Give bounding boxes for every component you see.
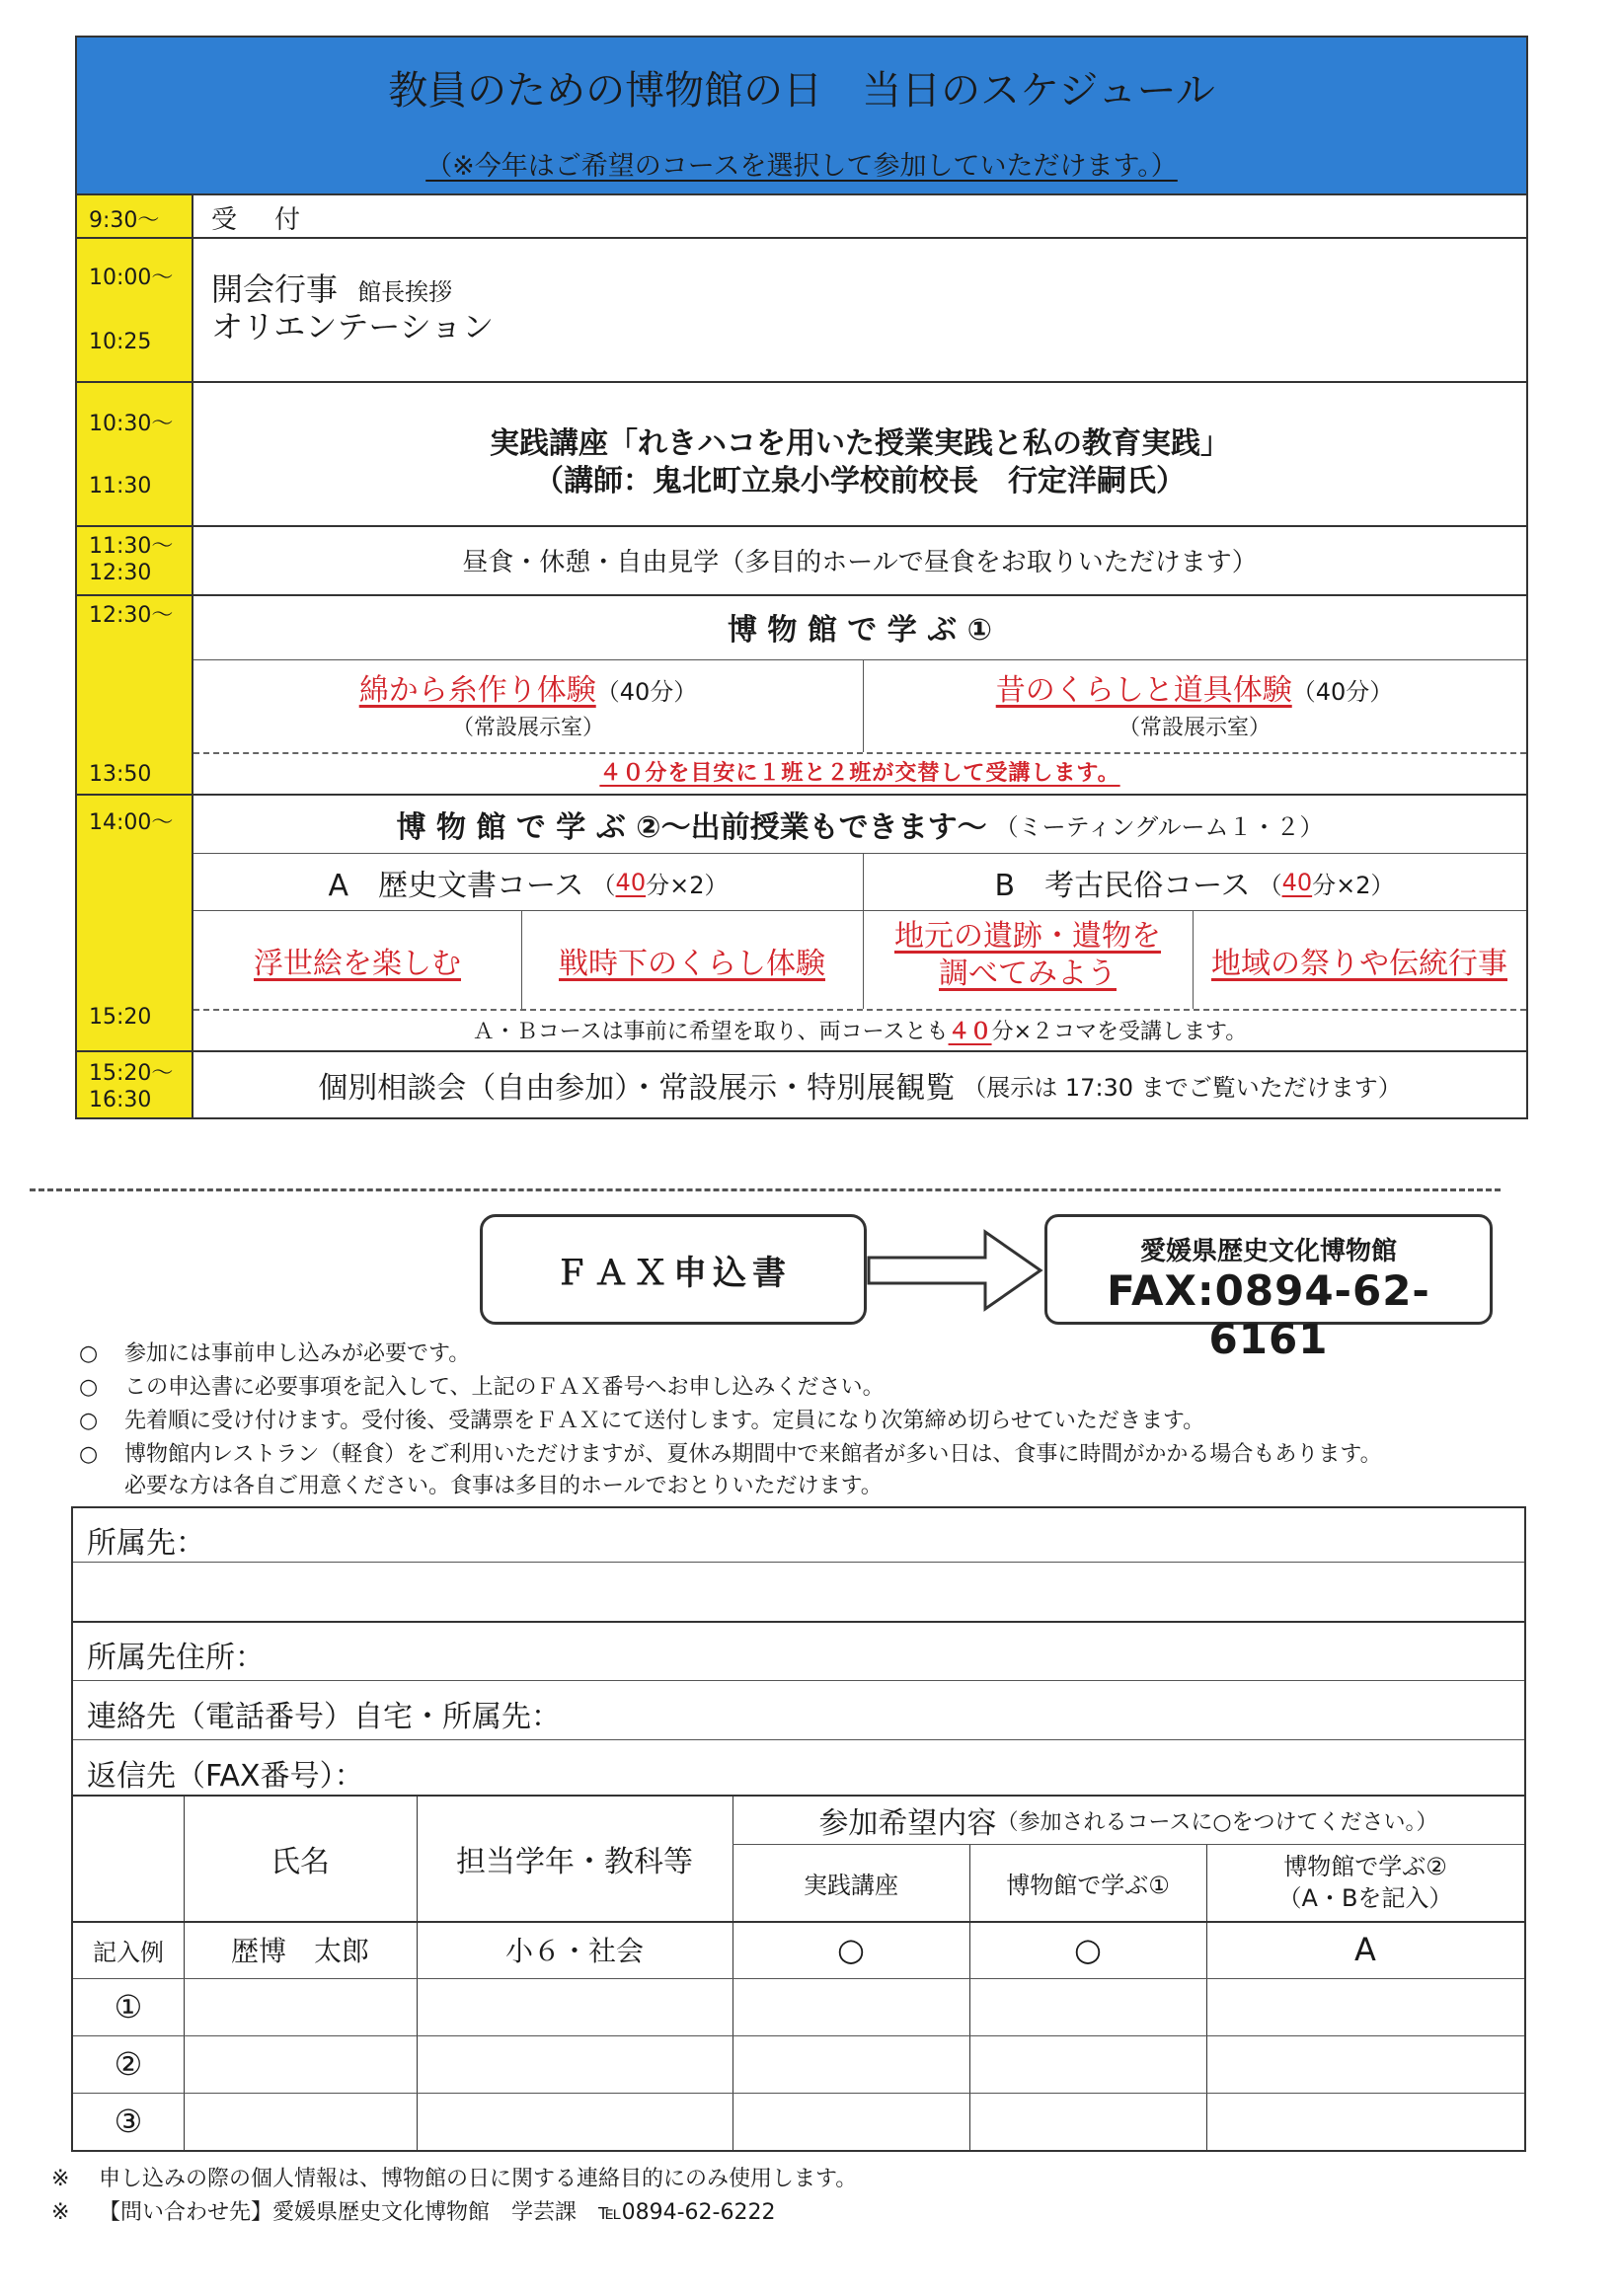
address-field[interactable]: 所属先住所： — [87, 1641, 265, 1675]
fax-form-title: ＦＡＸ申込書 — [555, 1253, 792, 1293]
note-mark: ○ — [79, 1409, 99, 1433]
application-form — [71, 1506, 1526, 1797]
schedule-header — [77, 38, 1526, 195]
course-a-minutes: 40 — [615, 869, 647, 896]
arrow-right-icon — [867, 1228, 1044, 1313]
learn2-heading-sub: （ミーティングルーム１・２） — [994, 812, 1324, 841]
footnote-mark: ※ — [51, 2200, 70, 2225]
learn1-right-room: （常設展示室） — [1118, 716, 1271, 740]
footnote-1-text: 申し込みの際の個人情報は、博物館の日に関する連絡目的にのみ使用します。 — [99, 2167, 858, 2191]
museum-fax-number: FAX:0894-62-6161 — [1107, 1266, 1430, 1363]
learn1-right-title: 昔のくらしと道具体験 — [995, 673, 1292, 708]
consult-sub-label: （展示は 17:30 までご覧いただけます） — [963, 1073, 1402, 1102]
learn1-left-title: 綿から糸作り体験 — [358, 673, 596, 708]
opening-sub-label: 館長挨拶 — [357, 278, 453, 306]
course-a-title: A 歴史文書コース — [328, 869, 584, 903]
time-opening-start: 10:00～ — [89, 266, 174, 290]
note-4 — [79, 1437, 1382, 1468]
course-a2-label: 戦時下のくらし体験 — [559, 947, 825, 981]
lecture-column-header: 実践講座 — [804, 1871, 898, 1899]
note-2-text: この申込書に必要事項を記入して、上記のＦＡＸ番号へお申し込みください。 — [124, 1375, 885, 1400]
note-mark: ○ — [79, 1341, 99, 1366]
course-a-multiplier: 分×2） — [646, 871, 729, 899]
footnote-mark: ※ — [51, 2167, 70, 2191]
note-mark: ○ — [79, 1442, 99, 1467]
fax-form-title-box — [480, 1214, 867, 1325]
time-learn2-end: 15:20 — [89, 1005, 152, 1030]
example-row-label: 記入例 — [93, 1938, 164, 1966]
learn2-note-pre: Ａ・Ｂコースは事前に希望を取り、両コースとも — [472, 1020, 949, 1044]
contact-phone-field[interactable]: 連絡先（電話番号）自宅・所属先： — [87, 1700, 561, 1734]
participant-table — [71, 1795, 1526, 2152]
learn2-note-post: 分×２コマを受講します。 — [991, 1020, 1248, 1044]
lecture-title: 実践講座「れきハコを用いた授業実践と私の教育実践」 — [490, 426, 1230, 461]
learn2-heading: 博 物 館 で 学 ぶ ②～出前授業もできます～ — [396, 810, 987, 845]
museum-name: 愛媛県歴史文化博物館 — [1139, 1237, 1397, 1266]
course-b-paren: （ — [1258, 871, 1282, 899]
time-learn1-end: 13:50 — [89, 762, 152, 787]
schedule-table — [75, 36, 1528, 1119]
note-mark: ○ — [79, 1375, 99, 1400]
time-opening-end: 10:25 — [89, 330, 152, 354]
learn1-column-header: 博物館で学ぶ① — [1006, 1871, 1170, 1899]
name-header: 氏名 — [270, 1845, 330, 1879]
row-2-label: ② — [114, 2045, 143, 2083]
course-b2-label: 地域の祭りや伝統行事 — [1211, 947, 1507, 981]
wish-sub-header: （参加されるコースに○をつけてください。） — [996, 1809, 1438, 1835]
time-consult-end: 16:30 — [89, 1088, 152, 1112]
time-lunch-start: 11:30～ — [89, 534, 174, 559]
time-lunch-end: 12:30 — [89, 561, 152, 585]
row-2-entry[interactable] — [184, 2035, 1524, 2093]
course-b-minutes: 40 — [1281, 869, 1313, 896]
cut-line — [30, 1188, 1501, 1191]
row-1-entry[interactable] — [184, 1978, 1524, 2035]
time-lecture-end: 11:30 — [89, 474, 152, 498]
museum-contact-box — [1044, 1214, 1493, 1363]
example-learn2-course: A — [1354, 1931, 1376, 1968]
learn1-left-duration: （40分） — [595, 678, 698, 706]
affiliation-field[interactable]: 所属先： — [87, 1526, 205, 1561]
note-4-text: 博物館内レストラン（軽食）をご利用いただけますが、夏休み期間中で来館者が多い日は、食事に時間がかかる場合もあります。 — [124, 1442, 1382, 1467]
grade-header: 担当学年・教科等 — [456, 1845, 693, 1879]
course-a1-label: 浮世絵を楽しむ — [254, 947, 461, 981]
example-learn1-mark: ○ — [1074, 1931, 1102, 1968]
consult-label: 個別相談会（自由参加）・常設展示・特別展観覧 — [318, 1071, 956, 1106]
time-lecture-start: 10:30～ — [89, 412, 174, 436]
learn1-left-room: （常設展示室） — [451, 716, 604, 740]
course-a-paren: （ — [591, 871, 616, 899]
example-grade: 小６・社会 — [504, 1935, 644, 1967]
reception-label: 受 付 — [211, 205, 307, 235]
note-1 — [79, 1337, 470, 1367]
note-3 — [79, 1404, 1204, 1434]
learn2-column-subheader: （A・Bを記入） — [1277, 1884, 1453, 1912]
row-3-entry[interactable] — [184, 2093, 1524, 2150]
course-b-multiplier: 分×2） — [1312, 871, 1395, 899]
wish-header: 参加希望内容 — [818, 1806, 997, 1841]
example-name: 歴博 太郎 — [230, 1935, 369, 1967]
schedule-subtitle: （※今年はご希望のコースを選択して参加していただけます。） — [425, 151, 1178, 182]
example-lecture-mark: ○ — [837, 1931, 865, 1968]
learn1-heading: 博 物 館 で 学 ぶ ① — [727, 613, 993, 648]
note-4-cont: 必要な方は各自ご用意ください。食事は多目的ホールでおとりいただけます。 — [124, 1474, 883, 1498]
learn1-right-duration: （40分） — [1291, 678, 1394, 706]
learn2-note-minutes: ４０ — [948, 1020, 992, 1044]
orientation-label: オリエンテーション — [211, 308, 495, 345]
row-1-label: ① — [114, 1988, 143, 2026]
lecture-lecturer: （講師：鬼北町立泉小学校前校長 行定洋嗣氏） — [534, 464, 1186, 498]
note-3-text: 先着順に受け付けます。受付後、受講票をＦＡＸにて送付します。定員になり次第締め切らせていただきます。 — [124, 1409, 1205, 1433]
reply-fax-field[interactable]: 返信先（FAX番号）： — [87, 1759, 364, 1794]
course-b1-label-line1: 地元の遺跡・遺物を — [894, 919, 1161, 954]
course-b-title: B 考古民俗コース — [994, 869, 1251, 903]
footnote-2 — [51, 2195, 775, 2226]
affiliation-field-line2[interactable] — [73, 1564, 1524, 1619]
row-3-label: ③ — [114, 2103, 143, 2140]
learn1-note: ４０分を目安に１班と２班が交替して受講します。 — [599, 761, 1120, 786]
time-learn2-start: 14:00～ — [89, 810, 174, 835]
footnote-2-text: 【問い合わせ先】愛媛県歴史文化博物館 学芸課 ℡0894-62-6222 — [99, 2200, 776, 2225]
schedule-title: 教員のための博物館の日 当日のスケジュール — [388, 68, 1215, 114]
time-consult-start: 15:20～ — [89, 1061, 174, 1086]
footnote-1 — [51, 2162, 857, 2192]
lunch-label: 昼食・休憩・自由見学（多目的ホールで昼食をお取りいただけます） — [462, 547, 1258, 577]
note-1-text: 参加には事前申し込みが必要です。 — [124, 1341, 471, 1366]
course-b1-label-line2: 調べてみよう — [939, 957, 1117, 991]
time-reception: 9:30～ — [89, 208, 160, 233]
opening-label: 開会行事 — [211, 270, 339, 308]
note-2 — [79, 1370, 885, 1401]
time-learn1-start: 12:30～ — [89, 603, 174, 628]
learn2-column-header: 博物館で学ぶ② — [1283, 1853, 1447, 1880]
